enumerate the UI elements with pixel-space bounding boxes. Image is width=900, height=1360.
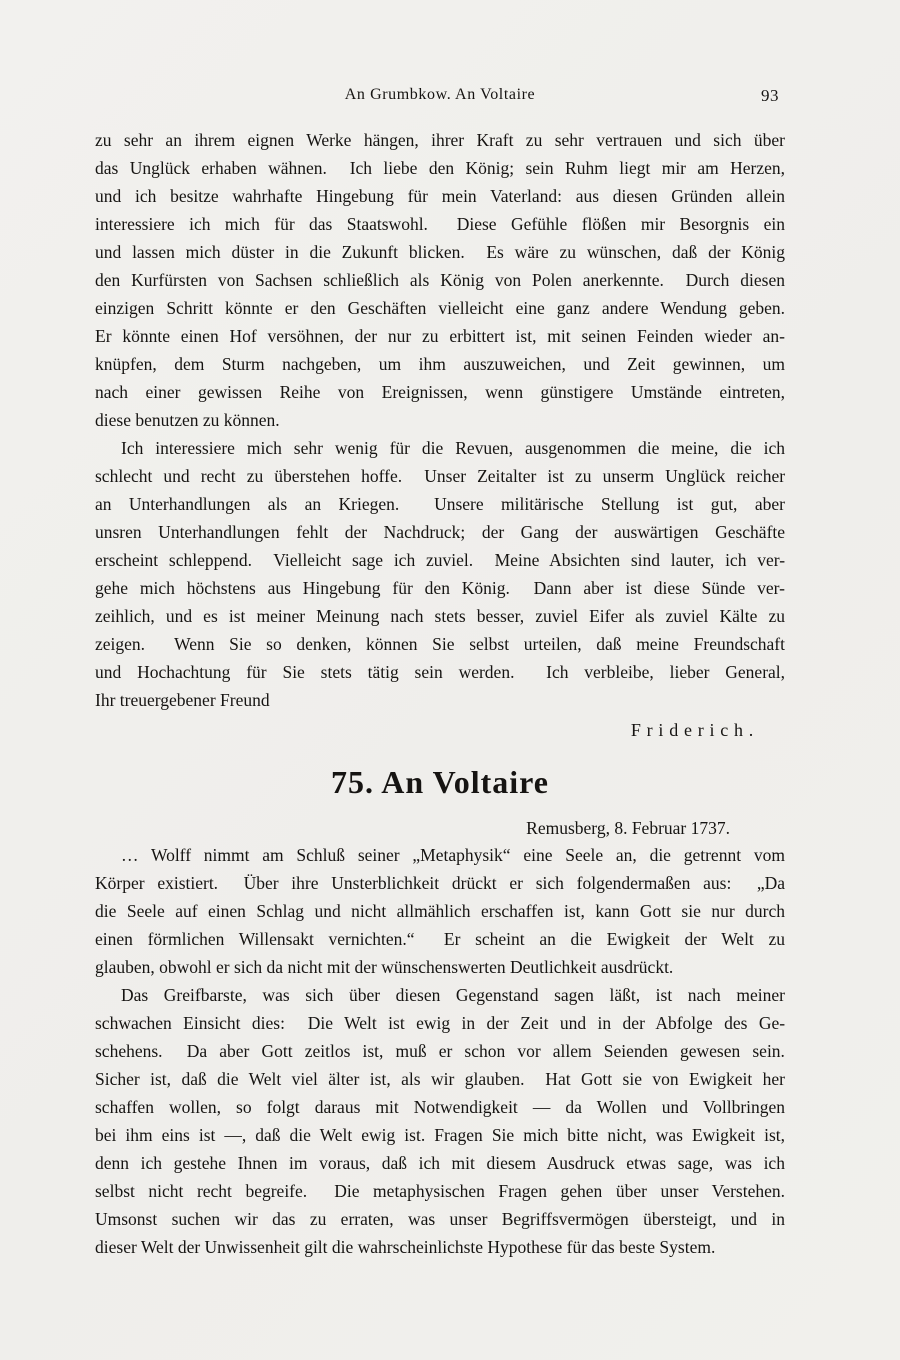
text-line [95, 574, 785, 602]
line-text: … Wolff nimmt am Schluß seiner „Metaphysik“ eine Seele an, die getrennt vom [121, 845, 785, 865]
text-line [95, 518, 785, 546]
line-text: zeihlich, und es ist meiner Meinung nach stets besser, zuviel Eifer als zuviel Kälte zu [95, 606, 785, 626]
text-line [95, 981, 785, 1009]
line-text: Ich interessiere mich sehr wenig für die Revuen, ausgenommen die meine, die ich [121, 438, 786, 458]
text-line [95, 1009, 785, 1037]
signature-line [95, 716, 785, 745]
line-text: und Hochachtung für Sie stets tätig sein werden. Ich verbleibe, lieber General, [95, 662, 786, 682]
text-line [95, 154, 785, 182]
line-text: einzigen Schritt könnte er den Geschäften vielleicht eine ganz andere Wendung geben. [95, 298, 786, 318]
line-text: gehe mich höchstens aus Hingebung für den König. Dann aber ist diese Sünde ver- [95, 578, 785, 598]
line-text: interessiere ich mich für das Staatswohl. Diese Gefühle flößen mir Besorgnis ein [95, 214, 785, 234]
line-text: Körper existiert. Über ihre Unsterblichkeit drückt er sich folgendermaßen aus: „Da [95, 873, 785, 893]
text-line [95, 406, 785, 434]
line-text: denn ich gestehe Ihnen im voraus, daß ich mit diesem Ausdruck etwas sage, was ich [95, 1153, 785, 1173]
text-line [95, 266, 785, 294]
line-text: Das Greifbarste, was sich über diesen Gegenstand sagen läßt, ist nach meiner [121, 985, 785, 1005]
text-line [95, 658, 785, 686]
text-line [95, 210, 785, 238]
line-text: unsren Unterhandlungen fehlt der Nachdruck; der Gang der auswärtigen Geschäfte [95, 522, 786, 542]
line-text: bei ihm eins ist —, daß die Welt ewig ist. Fragen Sie mich bitte nicht, was Ewigkeit ist, [95, 1125, 786, 1145]
text-line [95, 897, 785, 925]
line-text: und lassen mich düster in die Zukunft blicken. Es wäre zu wünschen, daß der König [95, 242, 785, 262]
letter2-paragraph-1 [95, 841, 785, 981]
text-line [95, 953, 785, 981]
letter1-paragraph-2 [95, 434, 785, 714]
line-text: an Unterhandlungen als an Kriegen. Unsere militärische Stellung ist gut, aber [95, 494, 785, 514]
text-line [95, 841, 785, 869]
text-line [95, 294, 785, 322]
text-line [95, 126, 785, 154]
line-text: glauben, obwohl er sich da nicht mit der wünschenswerten Deutlichkeit ausdrückt. [95, 957, 674, 977]
page-body [95, 126, 785, 1261]
text-line [95, 434, 785, 462]
text-line [95, 546, 785, 574]
letter-to-voltaire [95, 815, 785, 1261]
text-line [95, 1065, 785, 1093]
line-text: Umsonst suchen wir das zu erraten, was unser Begriffsvermögen übersteigt, und in [95, 1209, 785, 1229]
line-text: und ich besitze wahrhafte Hingebung für mein Vaterland: aus diesen Gründen allein [95, 186, 786, 206]
line-text: das Unglück erhaben wähnen. Ich liebe den König; sein Ruhm liegt mir am Herzen, [95, 158, 786, 178]
line-text: den Kurfürsten von Sachsen schließlich als König von Polen anerkennte. Durch diesen [95, 270, 785, 290]
line-text: schehens. Da aber Gott zeitlos ist, muß er schon vor allem Seienden gewesen sein. [95, 1041, 785, 1061]
text-line [95, 1177, 785, 1205]
line-text: zeigen. Wenn Sie so denken, können Sie selbst urteilen, daß meine Freundschaft [95, 634, 785, 654]
running-head [95, 84, 785, 106]
text-line [95, 686, 785, 714]
letter1-paragraph-1 [95, 126, 785, 434]
line-text: knüpfen, dem Sturm nachgeben, um ihm auszuweichen, und Zeit gewinnen, um [95, 354, 785, 374]
page-number: 93 [761, 86, 779, 105]
text-line [95, 602, 785, 630]
line-text: schlecht und recht zu überstehen hoffe. Unser Zeitalter ist zu unserm Unglück reicher [95, 466, 786, 486]
line-text: nach einer gewissen Reihe von Ereignissen, wenn günstigere Umstände eintreten, [95, 382, 785, 402]
text-line [95, 238, 785, 266]
running-head-title: An Grumbkow. An Voltaire [344, 86, 536, 103]
line-text: schaffen wollen, so folgt daraus mit Notwendigkeit — da Wollen und Vollbringen [95, 1097, 786, 1117]
text-line [95, 462, 785, 490]
text-line [95, 1093, 785, 1121]
section-heading: 75. An Voltaire [331, 764, 549, 800]
line-text: erscheint schleppend. Vielleicht sage ich zuviel. Meine Absichten sind lauter, ich ver- [95, 550, 786, 570]
text-line [95, 322, 785, 350]
text-line [95, 630, 785, 658]
line-text: zu sehr an ihrem eignen Werke hängen, ihrer Kraft zu sehr vertrauen und sich über [95, 130, 785, 150]
line-text: Er könnte einen Hof versöhnen, der nur zu erbittert ist, mit seinen Feinden wieder an- [95, 326, 785, 346]
letter-to-grumbkow [95, 126, 785, 745]
line-text: Ihr treuergebener Freund [95, 690, 270, 710]
line-text: dieser Welt der Unwissenheit gilt die wahrscheinlichste Hypothese für das beste System. [95, 1237, 716, 1257]
text-line [95, 378, 785, 406]
text-line [95, 1037, 785, 1065]
line-text: die Seele auf einen Schlag und nicht allmählich erschaffen ist, kann Gott sie nur durch [95, 901, 785, 921]
text-line [95, 1121, 785, 1149]
text-line [95, 490, 785, 518]
text-line [95, 1149, 785, 1177]
text-line [95, 1233, 785, 1261]
text-line [95, 1205, 785, 1233]
text-line [95, 869, 785, 897]
text-line [95, 350, 785, 378]
line-text: selbst nicht recht begreife. Die metaphysischen Fragen gehen über unser Verstehen. [95, 1181, 785, 1201]
text-line [95, 925, 785, 953]
text-line [95, 182, 785, 210]
line-text: einen förmlichen Willensakt vernichten.“ Er scheint an die Ewigkeit der Welt zu [95, 929, 786, 949]
line-text: schwachen Einsicht dies: Die Welt ist ewig in der Zeit und in der Abfolge des Ge- [95, 1013, 786, 1033]
dateline: Remusberg, 8. Februar 1737. [526, 818, 730, 838]
line-text: diese benutzen zu können. [95, 410, 280, 430]
signature-text: Friderich. [630, 720, 759, 740]
line-text: Sicher ist, daß die Welt viel älter ist, als wir glauben. Hat Gott sie von Ewigkeit her [95, 1069, 785, 1089]
letter2-paragraph-2 [95, 981, 785, 1261]
